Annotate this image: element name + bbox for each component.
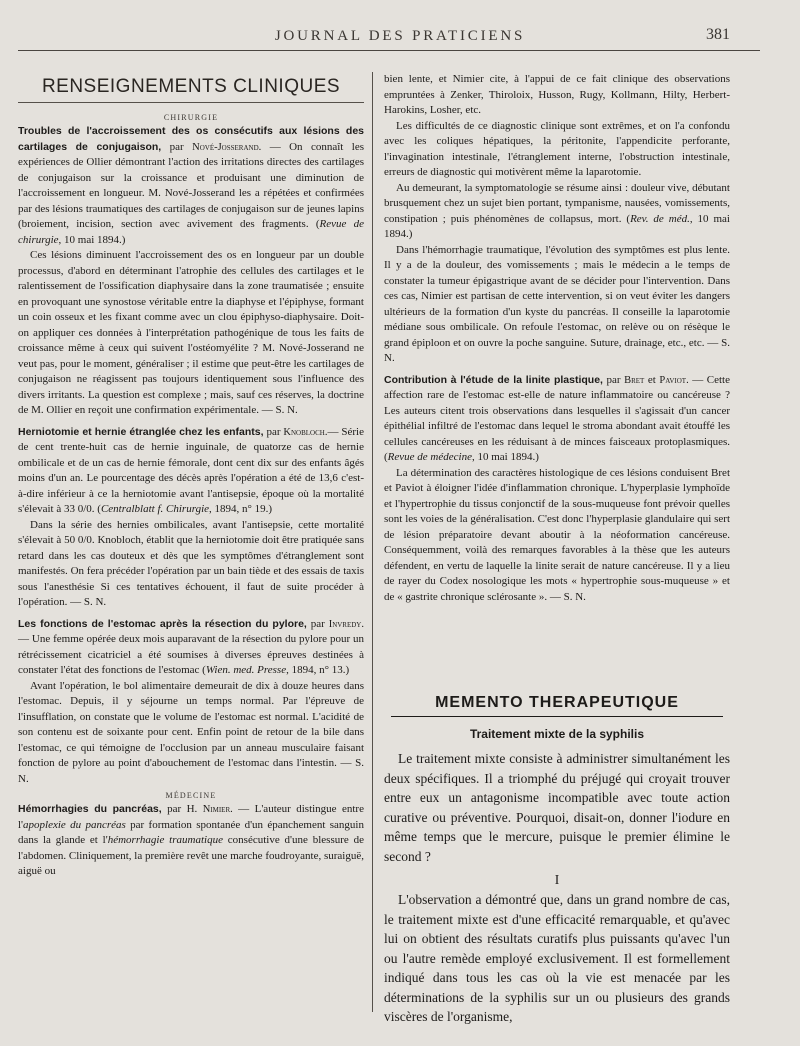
and-text: et bbox=[644, 373, 660, 386]
article-paragraph: Dans l'hémorrhagie traumatique, l'évolution des symptômes est plus lente. Il y a de la douleur, des vomissements ; mais le médecin a le temps de constater la tumeur épigastrique avant de se décider pour l'intervention. Dans ces cas, Nimier est partisan de cette intervention, si on veut éviter les dangers ultérieurs de la formation d'un kyste du pancréas. Il conseille la laparotomie médiane sous ombilicale. On refoule l'estomac, on relève ou on résèque le grand épiploon et on ouvre la poche sanguine. Suture, drainage, etc., etc. — S. N. bbox=[384, 243, 730, 364]
article-source: Centralblatt f. Chirurgie bbox=[100, 503, 210, 515]
article-date: , 1894, n° 19.) bbox=[209, 503, 273, 515]
par-text: par bbox=[306, 617, 329, 630]
article-date: , 10 mai 1894.) bbox=[471, 451, 539, 463]
article-pancreas bbox=[18, 802, 364, 880]
article-source: Wien. med. Presse bbox=[205, 664, 287, 676]
article-author: Invredy. bbox=[328, 618, 364, 630]
article-italic: apoplexie du pancréas bbox=[23, 818, 126, 831]
subhead-medecine: MÉDECINE bbox=[165, 791, 217, 800]
article-paragraph: Avant l'opération, le bol alimentaire demeurait de dix à douze heures dans l'estomac. Depuis, il y séjourne un temps normal. Par l'épreuve de l'insufflation, on constate que le volume de l'estomac est normal. L'acidité de son contenu est de soixante pour cent. Enfin point de retour de la bile dans l'estomac, ce qui témoigne de l'occlusion par un anneau musculaire faisant fonction de pylore au point d'abouchement de l'estomac dans l'intestin. — S. N. bbox=[18, 679, 364, 785]
right-column bbox=[384, 72, 730, 690]
memento-subtitle: Traitement mixte de la syphilis bbox=[469, 727, 645, 741]
article-author: Nové-Josserand. bbox=[192, 141, 262, 153]
article-author: Bret bbox=[624, 374, 645, 386]
article-author: Paviot. bbox=[659, 374, 689, 386]
article-paragraph bbox=[384, 181, 730, 243]
column-divider bbox=[372, 72, 373, 1012]
article-author: Knobloch. bbox=[283, 426, 328, 438]
article-heading: Les fonctions de l'estomac après la résection du pylore, bbox=[18, 617, 307, 630]
article-body: par formation spontanée d'un épanchement sanguin dans la glande et l' bbox=[18, 818, 364, 846]
article-body: — Cette affection rare de l'estomac est-elle de nature inflammatoire ou cancéreuse ? Les auteurs citent trois observations dans lesquelles il s'agissait d'un cancer épithélial infiltré de l'estomac dans lequel le stroma abondant avait étouffé les cellules cancéreuses en les réduisant à de minces faisceaux protoplasmiques. ( bbox=[384, 373, 730, 463]
section-title: RENSEIGNEMENTS CLINIQUES bbox=[18, 76, 364, 103]
article-paragraph: Dans la série des hernies ombilicales, avant l'antisepsie, cette mortalité s'élevait à 50 0/0. Knobloch, établit que la herniotomie doit être pratiquée sans retard dans les cas douteux et dès que les symptômes d'étranglement sont manifestés. On fera précéder l'opération par un bain tiède et des essais de taxis sous l'anesthésie Si ces tentatives échouent, il faut de suite procéder à l'opération. — S. N. bbox=[18, 518, 364, 608]
article-heading: Contribution à l'étude de la linite plastique, bbox=[384, 373, 603, 386]
par-text: par bbox=[263, 425, 284, 438]
article-date: , 1894, n° 13.) bbox=[286, 664, 350, 676]
left-column bbox=[18, 72, 364, 1012]
article-herniotomie bbox=[18, 425, 364, 518]
article-italic: hémorrhagie traumatique bbox=[107, 834, 223, 846]
article-linite-plastique bbox=[384, 373, 730, 466]
header-rule bbox=[18, 50, 760, 51]
page-number: 381 bbox=[706, 26, 730, 43]
article-source: Revue de médecine bbox=[387, 451, 472, 463]
article-heading: Herniotomie et hernie étranglée chez les enfants, bbox=[18, 425, 264, 438]
par-text: par H. bbox=[161, 803, 203, 815]
article-date: , 10 mai 1894.) bbox=[384, 212, 730, 240]
article-paragraph: Ces lésions diminuent l'accroissement des os en longueur par un double processus, d'abord en déterminant l'atrophie des cellules des cartilages et le ralentissement de l'ossification diaphysaire dans la zone traumatisée ; ensuite en provoquant une synostose véritable entre la diaphyse et l'épiphyse, formant un coin osseux et les fixant comme avec un clou épiphyso-diaphysaire. Doit-on appliquer ces données à l'interprétation pathogénique de tous les faits de croissance même à ceux qui suivent l'ostéomyélite ? M. Nové-Josserand ne veut pas, pour le moment, généraliser ; il estime que peut-être les cartilages de conjugaison ne réagissent pas toujours identiquement sous l'influence des divers irritants. La question est complexe ; mais, sauf ces réserves, la doctrine de M. Ollier en reçoit une confirmation expérimentale. — S. N. bbox=[18, 249, 364, 416]
article-body: — L'auteur distingue entre l' bbox=[18, 803, 364, 831]
memento-paragraph: Le traitement mixte consiste à administrer simultanément les deux spécifiques. Il a triomphé du préjugé qui croyait trouver entre eux un antagonisme incompatible avec toute action curative ou préventive. Pourquoi, disait-on, donner l'iodure en même temps que le mercure, puisque le premier élimine le second ? bbox=[384, 751, 730, 864]
article-pylore bbox=[18, 617, 364, 679]
article-date: , 10 mai 1894.) bbox=[58, 233, 126, 246]
article-paragraph: Les difficultés de ce diagnostic clinique sont extrêmes, et on l'a confondu avec les coliques hépatiques, la péritonite, l'appendicite perforante, l'invagination intestinale, l'étranglement interne, l'obstruction intestinale, erreurs de diagnostic qui motivèrent même la laparotomie. bbox=[384, 119, 730, 178]
article-source: Rev. de méd. bbox=[630, 212, 690, 225]
article-body: consécutive d'une blessure de l'abdomen. Cliniquement, la première revêt une marche foudroyante, suraiguë, aiguë ou bbox=[18, 834, 364, 877]
article-heading: Hémorrhagies du pancréas, bbox=[18, 803, 162, 815]
article-author: Nimier. bbox=[202, 804, 233, 815]
article-source: Revue de chirurgie bbox=[18, 218, 364, 246]
article-heading: Troubles de l'accroissement des os consécutifs aux lésions des cartilages de conjugaison, bbox=[18, 125, 364, 153]
par-text: par bbox=[602, 373, 625, 386]
article-paragraph: La détermination des caractères histologique de ces lésions conduisent Bret et Paviot à éloigner l'idée d'inflammation chronique. L'hyperplasie lymphoïde et l'hypertrophie du tissus conjonctif de la sous-muqueuse font prévoir quelles sont les voies de la généralisation. C'est donc l'hyperplasie glandulaire qui sert de lésion préparatoire devant aboutir à la néoformation cancéreuse. Conséquemment, voilà des remarques favorables à la thèse que les auteurs défendent, en vertu de laquelle la linite serait de nature cancéreuse. Il y a lieu de rayer du Codex nosologique les mots « hypertrophie sous-muqueuse » et de « gastrite chronique sclérosante ». — S. N. bbox=[384, 466, 730, 603]
article-continuation: bien lente, et Nimier cite, à l'appui de ce fait clinique des observations empruntées à Zenker, Thiroloix, Husson, Rugy, Kollmann, Hilty, Herbert-Harokins, Losher, etc. bbox=[384, 73, 730, 116]
memento-paragraph: L'observation a démontré que, dans un grand nombre de cas, le traitement mixte est d'une efficacité remarquable, et qu'avec lui on obtient des résultats curatifs plus puissants qu'avec l'un ou l'autre remède employé exclusivement. Il est formellement indiqué dans tous les cas où la vie est menacée par les déterminations de la syphilis sur un ou plusieurs des grands viscères de l'organisme, bbox=[384, 892, 730, 1024]
article-body: — Une femme opérée deux mois auparavant de la résection du pylore pour un rétrécissement cicatriciel a été soumises à diverses épreuves destinées à constater l'état des fonctions de l'estomac ( bbox=[18, 633, 364, 676]
par-text: par bbox=[161, 140, 193, 153]
memento-section-number: I bbox=[554, 872, 560, 887]
memento-title: MEMENTO THERAPEUTIQUE bbox=[435, 694, 679, 711]
subhead-chirurgie: CHIRURGIE bbox=[163, 113, 219, 122]
article-body: — Série de cent trente-huit cas de hernie inguinale, de quatorze cas de hernie ombilicale et de un cas de hernie fémorale, dont cent dix sur des enfants âgés moins d'un an. Le pourcentage des décès après l'opération a été de 13,6 c'est-à-dire inférieur à ce la herniotomie avant l'antisepsie, époque où la mortalité s'élevait à 33 0/0. ( bbox=[18, 425, 364, 515]
memento-section bbox=[384, 692, 730, 1024]
article-body: — On connaît les expériences de Ollier démontrant l'action des irritations directes des cartilages de conjugaison sur la croissance et produisant une diminution de l'accroissement en longueur. M. Nové-Josserand les a répétées et confirmées par des lésions traumatiques des cartilages de conjugaison sur de jeunes lapins (broiement, incision, section avec avivement des fragments. ( bbox=[18, 140, 365, 230]
article-croissance-os bbox=[18, 124, 364, 248]
article-body: Au demeurant, la symptomatologie se résume ainsi : douleur vive, débutant brusquement chez un sujet bien portant, tympanisme, nausées, vomissements, constipation ; puis phénomènes de collapsus, mort. ( bbox=[384, 181, 730, 225]
journal-title: JOURNAL DES PRATICIENS bbox=[274, 28, 526, 44]
memento-rule bbox=[391, 716, 723, 717]
